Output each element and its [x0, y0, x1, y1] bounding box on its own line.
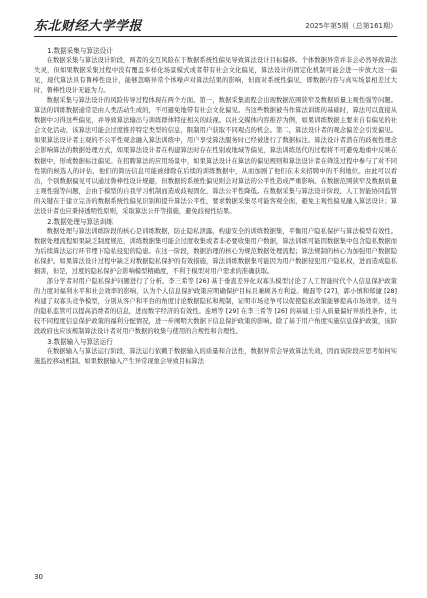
paragraph: 部分学者对用户隐私保护问题进行了分析。李三希等 [26] 基于垂直差异化双寡头模型讨论了人工智能时代个人信息保护政策的力度对福利水平和社会效率的影响，认为个人信息保护政策应明确保护目标且兼顾各方利益。鲍磊等 [27]，郭小慎和郑捷 [28] 构建了双寡头竞争模型，分别从客户和平台的角度讨论数据隐私和规制，证明市场竞争可以促使隐私政策能够提高市场效率，适当的隐私监管可以提高消费者的信息，进而数字经济的有效性。连增等 [29] 在李三希等 [26] 的基础上引入质量偏好异质性条件，比较不同程度信息保护政策的福利分配情况，进一步阐明大数据下信息保护政策的影响。除了基于用户角度实施信息保护政策，该阶段政府也应该规制算法设计者对用户数据的收集与使用的合规性和合理性。 [34, 278, 397, 336]
paragraph: 数据处理与算法训练阶段的核心是训练数据，防止隐私泄露，构建安全的训练数据集，平衡用户隐私保护与算法模型有效性。数据处理流程如果缺乏制度规范，训练数据集可能会过度收集或者非必要收集用户数据，算法训练可能因数据集中包含隐私数据而为后续算法运行环节埋下隐私侵犯的隐患。在这一阶段，数据治理的核心为规范数据处理流程；算法规制的核心为加强用户数据隐私保护。如果算法设计过程中缺乏对数据隐私保护的有效措施，算法训练数据集可能因为用户数据侵犯用户隐私权，进而造成隐私损害，但是，过度的隐私保护会影响模型精确度，不利于模型对用户需求的准确获取。 [34, 227, 397, 276]
paragraph: 在数据采集与算法设计阶段，两者的交互风险在于数据系统性偏见导致算法设计目标偏移。个体数据异常并非会必然导致算法失灵，但如果数据采集过程中没有覆盖多样化场景模式或者带有社会文化偏见，算法设计的固定化机制可能会进一步放大这一偏见，现代算法具有鲁棒性设计，能够忽略异常个体噪声对算法结果的影响，但面对系统性偏见，即数据内容与真实场景相差过大时，鲁棒性设计无能为力。 [34, 57, 397, 95]
running-header [34, 14, 397, 37]
section-heading: 2.数据处理与算法训练 [47, 217, 113, 226]
article-body [34, 46, 397, 368]
page-number: 30 [34, 573, 43, 581]
journal-title: 东北财经大学学报 [34, 19, 143, 34]
section-heading: 3.数据输入与算法运行 [47, 338, 113, 347]
paragraph: 在数据输入与算法运行阶段，算法运行依赖于数据输入的质量和合法性，数据异常会导致算法失效，因而该阶段应思考如何实施监控移动机制。如果数据输入产生异常现象会导致目标算法 [34, 348, 397, 366]
issue-info: 2025年第5期（总第161期） [305, 22, 397, 30]
section-heading: 1.数据采集与算法设计 [47, 47, 113, 55]
paragraph: 数据采集与算法设计的风险传导过程体现在两个方面。第一，数据采集流程会出现数据范围狭窄及数据质量主观性强等问题。算法的训练数据通常是由人类活动生成的，不可避免地带有社会文化偏见。当这些数据被当作算法训练的基础时，算法可以直接从数据中习得这些偏见，并导致算法输出与训练群体特征相关的歧视。以社交媒体内容推荐为例，如果训练数据主要来自有偏见的社会文化活动，该算法可能会过度推荐特定类型的信息，限制用户获取不同观点的机会。第二，算法设计者的观念偏差会引发偏见。如果算法设计者主观的不公平性观念融入算法训练中，用户享受算法服务时已经被进行了数据标注。算法设计者潜在的歧视性理念会影响算法的数据处理方式，如果算法设计者在构建算法时存在性别或地域等偏见，算法训练迭代的过程将不可避免地重中反映在数据中，形成数据标注偏见。在招聘算法的应用场景中，如果算法设计在算法的偏见规则和算法设计者在筛选过程中参与了对不同性别的候选人的评估，他们的简历信息可能被排除在后续的训练数据中，从而加剧了他们在未来招聘中的不利地位。由此可以看出，个别数据偏见可以通过鲁棒性设计规避，但数据的系统性偏见则会对算法的公平性造成严重影响。在数据范围狭窄及数据质量主观性强等问题，会由于模型的自我学习机制而造成歧视固化，算法公平性降低。在数据采集与算法设计阶段，人工智能协同监管的关键在于建立完善的数据系统性偏见识别和提升算法公平性，要求数据采集尽可能客观全面，避免主观性偏见融入算法设计；算法设计者也应秉持透明性原则，采取算法公开等措施，避免歧视性结果。 [34, 97, 397, 215]
